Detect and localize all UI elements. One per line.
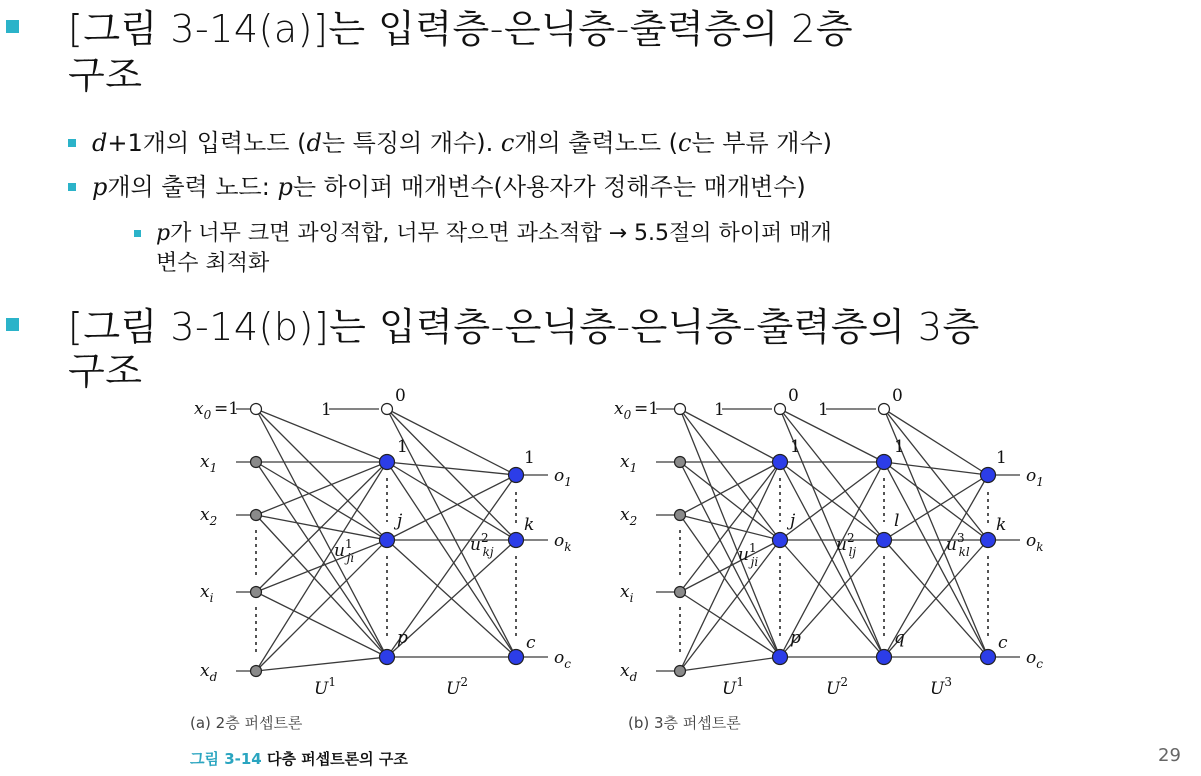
net-b-output-ok: $o_k$: [1026, 531, 1044, 554]
net-b-input-label-eq: =1: [634, 399, 660, 419]
edge: [256, 462, 387, 671]
net-a-weight-u1: $u^1$ ji: [334, 537, 355, 565]
net-b-output-label: 1: [996, 448, 1007, 468]
sub-bullet-nodes-text: d+1개의 입력노드 (d는 특징의 개수). c개의 출력노드 (c는 부류 개수): [92, 129, 833, 157]
net-b-input-node: [675, 587, 686, 598]
edge: [256, 592, 387, 657]
bullet-2layer-line1: [그림 3-14(a)]는 입력층-은닉층-출력층의 2층: [68, 7, 854, 51]
edge: [680, 409, 780, 462]
edge: [680, 462, 780, 515]
net-b-output-label: k: [996, 515, 1007, 535]
net-b2-bias-label: 1: [818, 400, 829, 420]
net-a-layer-U2: $U^2$: [446, 675, 468, 699]
edge: [256, 462, 387, 592]
net-b-layer-U1: $U^1$: [722, 675, 744, 699]
bullet-2layer-line2: 구조: [68, 53, 143, 97]
bullet-3layer-line2: 구조: [68, 349, 143, 393]
net-a-output-node: [509, 533, 524, 548]
net-a-input-node: [251, 587, 262, 598]
net-b-h2-hidden-node: [877, 455, 892, 470]
net-b-output-o1: $o_1$: [1026, 466, 1044, 489]
net-a-input-label-eq: =1: [214, 399, 240, 419]
caption-b: (b) 3층 퍼셉트론: [628, 714, 741, 732]
net-a-output-oc: $o_c$: [554, 648, 571, 671]
net-b-h1-hidden-node: [773, 533, 788, 548]
net-a-hidden-node: [380, 455, 395, 470]
sub-sub-bullet-line2: 변수 최적화: [156, 251, 270, 276]
net-a-output-o1: $o_1$: [554, 466, 572, 489]
net-b-input-node: [675, 666, 686, 677]
net-a-hidden-label: p: [397, 628, 408, 648]
edge: [256, 462, 387, 515]
edge: [387, 409, 516, 540]
net-b-input-node: [675, 457, 686, 468]
figure-title: 다층 퍼셉트론의 구조: [261, 750, 408, 768]
net-b2-bias-node: [879, 404, 890, 415]
net-a-output-node: [509, 468, 524, 483]
edge: [884, 475, 988, 540]
net-b-input-label-x1: $x_1$: [620, 452, 638, 475]
net-b2-bias-zero: 0: [892, 386, 903, 406]
net-a-bias-node: [382, 404, 393, 415]
net-b-bias-node: [775, 404, 786, 415]
net-a-output-node: [509, 650, 524, 665]
net-a-weight-u2: $u^2$ kj: [470, 531, 494, 559]
net-a-input-label-xd: $x_d$: [200, 661, 218, 684]
edge: [680, 657, 780, 671]
net-a-bias-zero: 0: [395, 386, 406, 406]
net-a-bias-label: 1: [321, 400, 332, 420]
net-a-hidden-label: 1: [397, 437, 408, 457]
net-b-layer-U3: $U^3$: [930, 675, 952, 699]
edge: [680, 409, 780, 657]
net-a-hidden-node: [380, 650, 395, 665]
net-b-h2-hidden-node: [877, 533, 892, 548]
sub-bullet-hyper-text: p개의 출력 노드: p는 하이퍼 매개변수(사용자가 정해주는 매개변수): [92, 173, 806, 201]
net-a-input-node: [251, 510, 262, 521]
net-b-output-node: [981, 533, 996, 548]
net-a-input-node: [251, 404, 262, 415]
net-b-weight-u1: $u^1$ ji: [738, 541, 759, 569]
net-b-output-node: [981, 468, 996, 483]
net-b-input-node: [675, 404, 686, 415]
caption-a: (a) 2층 퍼셉트론: [190, 714, 303, 732]
net-b-h1-hidden-node: [773, 455, 788, 470]
page-number: 29: [1158, 745, 1181, 766]
net-b-output-oc: $o_c$: [1026, 648, 1043, 671]
net-a-layer-U1: $U^1$: [314, 675, 336, 699]
net-b-input-label-x0: $x_0$: [614, 399, 632, 422]
net-a-hidden-label: j: [397, 511, 403, 531]
net-a-input-node: [251, 457, 262, 468]
net-b-h2-hidden-label: l: [894, 511, 900, 531]
net-b-input-label-xd: $x_d$: [620, 661, 638, 684]
net-a-input-node: [251, 666, 262, 677]
net-b-output-node: [981, 650, 996, 665]
net-b-output-label: c: [998, 633, 1008, 653]
sub-sub-bullet-line1: p가 너무 크면 과잉적합, 너무 작으면 과소적합 → 5.5절의 하이퍼 매개: [156, 221, 832, 246]
figure-caption: [190, 748, 408, 769]
edge: [680, 462, 780, 592]
net-b-bias-label: 1: [714, 400, 725, 420]
edge: [680, 592, 780, 657]
edge: [680, 462, 780, 671]
net-b-h2-hidden-node: [877, 650, 892, 665]
edge: [387, 475, 516, 540]
net-a-input-label-x2: $x_2$: [200, 505, 218, 528]
net-b-h1-hidden-label: j: [790, 511, 796, 531]
net-b-h2-hidden-label: q: [894, 628, 905, 648]
net-b-h2-hidden-label: 1: [894, 437, 905, 457]
net-b-weight-u3: $u^3$ kl: [946, 531, 970, 559]
bullet-3layer-line1: [그림 3-14(b)]는 입력층-은닉층-은닉층-출력층의 3층: [68, 305, 980, 349]
net-a-hidden-node: [380, 533, 395, 548]
net-b-weight-u2: $u^2$ lj: [836, 531, 857, 559]
net-b-h1-hidden-label: p: [790, 628, 801, 648]
net-b-input-node: [675, 510, 686, 521]
net-b-h1-hidden-node: [773, 650, 788, 665]
figure-label: 그림 3-14: [190, 750, 262, 768]
net-b-h1-hidden-label: 1: [790, 437, 801, 457]
net-a-output-label: c: [526, 633, 536, 653]
net-b-input-label-x2: $x_2$: [620, 505, 638, 528]
net-b-layer-U2: $U^2$: [826, 675, 848, 699]
net-a-input-label-xi: $x_i$: [200, 582, 214, 605]
edge: [256, 409, 387, 540]
net-a-output-ok: $o_k$: [554, 531, 572, 554]
edge: [256, 409, 387, 657]
net-b-input-label-xi: $x_i$: [620, 582, 634, 605]
net-b-bias-zero: 0: [788, 386, 799, 406]
net-a-input-label-x0: $x_0$: [194, 399, 212, 422]
net-a-output-label: k: [524, 515, 535, 535]
net-a-input-label-x1: $x_1$: [200, 452, 218, 475]
net-a-output-label: 1: [524, 448, 535, 468]
edge: [256, 657, 387, 671]
